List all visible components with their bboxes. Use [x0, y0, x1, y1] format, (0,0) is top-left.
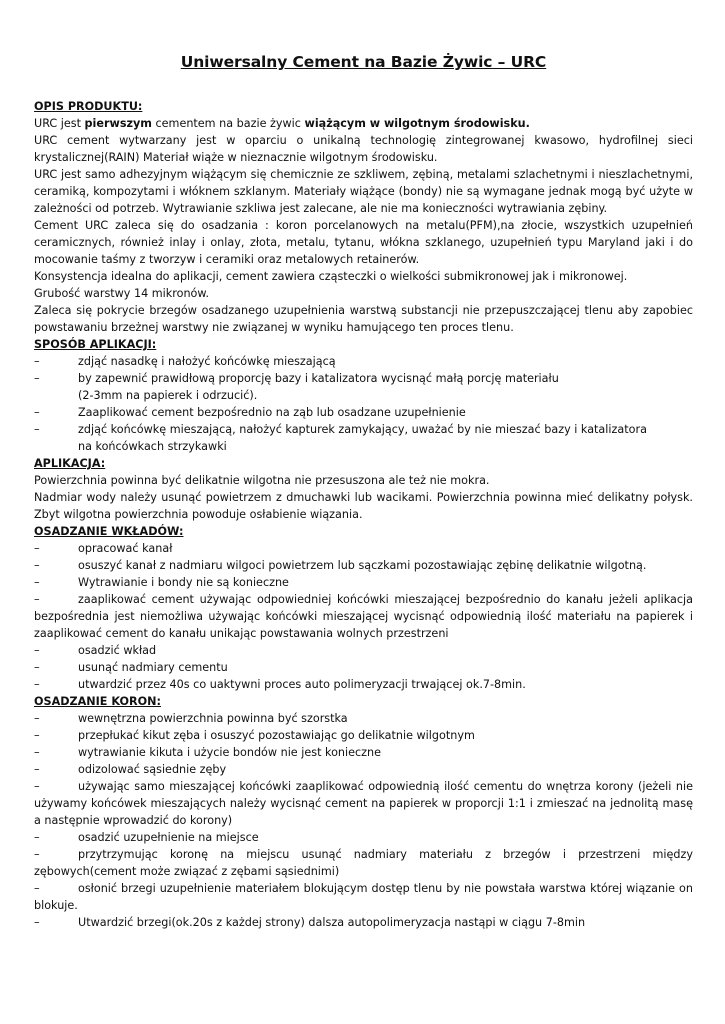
- opis-bold-text: pierwszym: [84, 117, 152, 130]
- list-item-text: opracować kanał: [78, 542, 173, 555]
- dash-bullet: –: [34, 678, 40, 691]
- list-item-continuation: na końcówkach strzykawki: [78, 440, 227, 453]
- section-heading-aplikacja: APLIKACJA:: [34, 457, 106, 470]
- list-item-text: Zaaplikować cement bezpośrednio na ząb lub osadzane uzupełnienie: [78, 406, 466, 419]
- list-item-text: zdjąć końcówkę mieszającą, nałożyć kapturek zamykający, uważać by nie mieszać bazy i katalizatora: [78, 423, 647, 436]
- list-item: [34, 727, 693, 744]
- list-item-text: odizolować sąsiednie zęby: [78, 763, 227, 776]
- dash-bullet: –: [34, 423, 40, 436]
- dash-bullet: –: [34, 644, 40, 657]
- list-item: [34, 421, 693, 438]
- list-item: [34, 370, 693, 387]
- dash-bullet: –: [34, 576, 40, 589]
- dash-bullet: –: [34, 763, 40, 776]
- list-item-text: zaaplikować cement używając odpowiedniej końcówki mieszającej bezpośrednio do kanału jeżeli aplikacja bezpośrednia jest niemożliwa używając końcówki mieszającej wycisnąć odpowiednią ilość materiału na papierek i zaaplikować cement do kanału unikając powstawania wolnych przestrzeni: [34, 593, 693, 640]
- list-item: [34, 778, 693, 829]
- list-item: [34, 914, 693, 931]
- list-item: [34, 744, 693, 761]
- dash-bullet: –: [34, 916, 40, 929]
- list-item-text: osłonić brzegi uzupełnienie materiałem blokującym dostęp tlenu by nie powstała warstwa której wiązanie on blokuje.: [34, 882, 693, 912]
- list-item: [34, 591, 693, 642]
- list-item-text: Utwardzić brzegi(ok.20s z każdej strony) dalsza autopolimeryzacja nastąpi w ciągu 7-8min: [78, 916, 586, 929]
- list-item: [34, 846, 693, 880]
- opis-paragraph-3: URC jest samo adhezyjnym wiążącym się chemicznie ze szkliwem, zębiną, metalami szlachetnymi i nieszlachetnymi, ceramiką, kompozytami i włóknem szklanym. Materiały wiążące (bondy) nie są wymagane jednak mogą być użyte w zależności od potrzeb. Wytrawianie szkliwa jest zalecane, ale nie ma konieczności wytrawiania zębiny.: [34, 168, 693, 215]
- list-item-text: przepłukać kikut zęba i osuszyć pozostawiając go delikatnie wilgotnym: [78, 729, 475, 742]
- list-item-text: by zapewnić prawidłową proporcję bazy i katalizatora wycisnąć małą porcję materiału: [78, 372, 559, 385]
- dash-bullet: –: [34, 746, 40, 759]
- list-item: [34, 659, 693, 676]
- list-item-text: przytrzymując koronę na miejscu usunąć nadmiary materiału z brzegów i przestrzeni między zębowych(cement może związać z zębami sąsiednimi): [34, 848, 693, 878]
- dash-bullet: –: [34, 355, 40, 368]
- aplikacja-paragraph-2: Nadmiar wody należy usunąć powietrzem z dmuchawki lub wacikami. Powierzchnia powinna mieć delikatny połysk. Zbyt wilgotna powierzchnia powoduje osłabienie wiązania.: [34, 491, 693, 521]
- opis-text: URC jest: [34, 117, 85, 130]
- dash-bullet: –: [34, 780, 40, 793]
- list-item: [34, 540, 693, 557]
- opis-bold-text: wiążącym w wilgotnym środowisku.: [304, 117, 530, 130]
- document-title: Uniwersalny Cement na Bazie Żywic – URC: [180, 53, 547, 71]
- section-heading-wklady: OSADZANIE WKŁADÓW:: [34, 525, 184, 538]
- list-item: [34, 404, 693, 421]
- section-heading-korony: OSADZANIE KORON:: [34, 695, 161, 708]
- list-item-text: usunąć nadmiary cementu: [78, 661, 228, 674]
- dash-bullet: –: [34, 661, 40, 674]
- list-item-text: utwardzić przez 40s co uaktywni proces auto polimeryzacji trwającej ok.7-8min.: [78, 678, 526, 691]
- opis-text: cementem na bazie żywic: [151, 117, 305, 130]
- list-item-text: osadzić uzupełnienie na miejsce: [78, 831, 259, 844]
- list-item: [34, 642, 693, 659]
- list-item-text: osuszyć kanał z nadmiaru wilgoci powietrzem lub sączkami pozostawiając zębinę delikatnie wilgotną.: [78, 559, 647, 572]
- dash-bullet: –: [34, 559, 40, 572]
- opis-paragraph-1: [34, 115, 693, 132]
- list-item: [34, 710, 693, 727]
- dash-bullet: –: [34, 831, 40, 844]
- opis-paragraph-7: Zaleca się pokrycie brzegów osadzanego uzupełnienia warstwą substancji nie przepuszczającej tlenu aby zapobiec powstawaniu brzeżnej warstwy nie związanej w wyniku hamującego ten proces tlenu.: [34, 304, 693, 334]
- dash-bullet: –: [34, 729, 40, 742]
- list-item-text: wewnętrzna powierzchnia powinna być szorstka: [78, 712, 348, 725]
- list-item-text: osadzić wkład: [78, 644, 157, 657]
- list-item: [34, 353, 693, 370]
- opis-paragraph-2: URC cement wytwarzany jest w oparciu o unikalną technologię zintegrowanej kwasowo, hydrofilnej sieci krystalicznej(RAIN) Materiał wiąże w nieznacznie wilgotnym środowisku.: [34, 134, 693, 164]
- list-item: [34, 676, 693, 693]
- list-item-text: używając samo mieszającej końcówki zaaplikować odpowiednią ilość cementu do wnętrza korony (jeżeli nie używamy końcówek mieszających należy wycisnąć cement na papierek w proporcji 1:1 i zmieszać na jednolitą masę a następnie wprowadzić do korony): [34, 780, 693, 827]
- dash-bullet: –: [34, 712, 40, 725]
- dash-bullet: –: [34, 882, 40, 895]
- aplikacja-paragraph-1: Powierzchnia powinna być delikatnie wilgotna nie przesuszona ale też nie mokra.: [34, 474, 490, 487]
- list-item-text: Wytrawianie i bondy nie są konieczne: [78, 576, 289, 589]
- list-item-continuation: (2-3mm na papierek i odrzucić).: [78, 389, 258, 402]
- list-item: [34, 557, 693, 574]
- list-item-text: zdjąć nasadkę i nałożyć końcówkę mieszającą: [78, 355, 336, 368]
- section-heading-sposob: SPOSÓB APLIKACJI:: [34, 338, 157, 351]
- opis-paragraph-4: Cement URC zaleca się do osadzania : koron porcelanowych na metalu(PFM),na złocie, wszystkich uzupełnień ceramicznych, również inlay i onlay, złota, metalu, tytanu, włókna szklanego, uzupełnień typu Maryland jaki i do mocowanie taśmy z tworzyw i ceramiki oraz metalowych retainerów.: [34, 219, 693, 266]
- list-item-text: wytrawianie kikuta i użycie bondów nie jest konieczne: [78, 746, 382, 759]
- dash-bullet: –: [34, 372, 40, 385]
- dash-bullet: –: [34, 542, 40, 555]
- dash-bullet: –: [34, 593, 40, 606]
- section-heading-opis: OPIS PRODUKTU:: [34, 100, 143, 113]
- list-item: [34, 880, 693, 914]
- dash-bullet: –: [34, 406, 40, 419]
- opis-paragraph-5: Konsystencja idealna do aplikacji, cement zawiera cząsteczki o wielkości submikronowej jak i mikronowej.: [34, 270, 628, 283]
- dash-bullet: –: [34, 848, 40, 861]
- list-item: [34, 761, 693, 778]
- list-item: [34, 574, 693, 591]
- opis-paragraph-6: Grubość warstwy 14 mikronów.: [34, 287, 210, 300]
- list-item: [34, 829, 693, 846]
